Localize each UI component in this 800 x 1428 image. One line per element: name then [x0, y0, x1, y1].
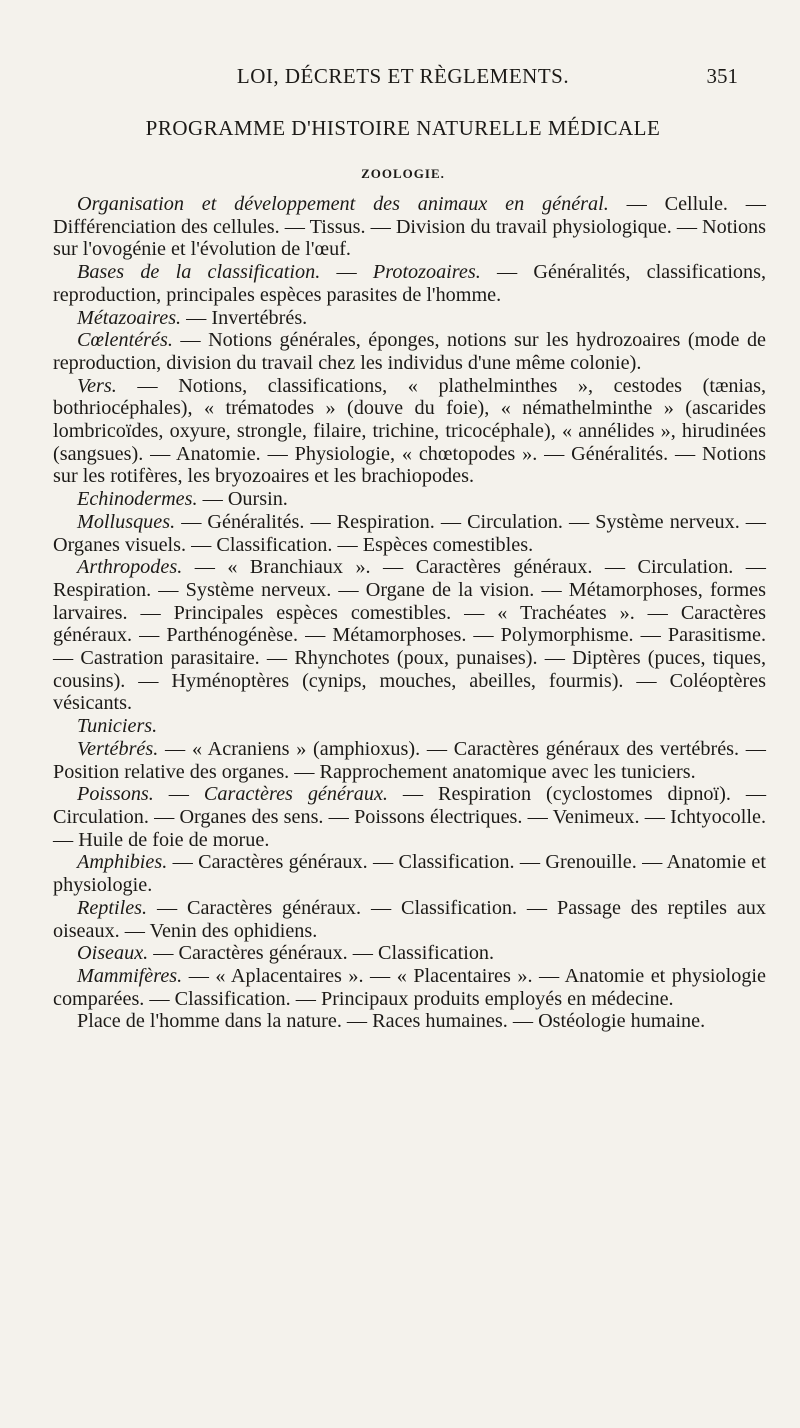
entry-text: —	[320, 261, 373, 284]
entry-text: — Notions, classifications, « plathelminthes », cestodes (tænias, bothriocéphales), « trématodes » (douve du foie), « némathelminthe » (ascarides lombricoïdes, oxyure, strongle, filaire, trichine, tricocéphale), « annélides », hirudinées (sangsues). — Anatomie. — Physiologie, « chœtopodes ». — Généralités. — Notions sur les rotifères, les bryozoaires et les brachiopodes.	[53, 374, 766, 488]
entry-term: Métazoaires.	[77, 306, 182, 329]
entry-term: Echinodermes.	[77, 488, 198, 511]
entry-amphibies	[53, 851, 766, 896]
body-text	[53, 193, 766, 1033]
entry-text: — « Branchiaux ». — Caractères généraux. — Circulation. — Respiration. — Système nerveux. — Organe de la vision. — Métamorphoses, formes larvaires. — Principales espèces comestibles. — « Trachéates ». — Caractères généraux. — Parthénogénèse. — Métamorphoses. — Polymorphisme. — Parasitisme. — Castration parasitaire. — Rhynchotes (poux, punaises). — Diptères (puces, tiques, cousins). — Hyménoptères (cynips, mouches, abeilles, fourmis). — Coléoptères vésicants.	[53, 556, 766, 715]
program-title: PROGRAMME D'HISTOIRE NATURELLE MÉDICALE	[145, 116, 661, 140]
entry-term: Amphibies.	[77, 851, 168, 874]
entry-reptiles	[53, 897, 766, 942]
entry-poissons	[53, 783, 766, 851]
entry-term: Caractères généraux.	[203, 783, 388, 806]
entry-term: Organisation et développement des animaux en général.	[77, 193, 609, 215]
entry-term: Vertébrés.	[77, 737, 159, 760]
entry-text: — Généralités. — Respiration. — Circulation. — Système nerveux. — Organes visuels. — Classification. — Espèces comestibles.	[53, 510, 766, 556]
entry-metazoaires	[53, 307, 766, 330]
entry-text: — Caractères généraux. — Classification.	[148, 942, 495, 965]
page-number: 351	[706, 64, 738, 88]
entry-text: — Invertébrés.	[181, 306, 308, 329]
entry-text: Place de l'homme dans la nature. — Races humaines. — Ostéologie humaine.	[77, 1010, 706, 1033]
entry-oiseaux	[53, 942, 766, 965]
entry-vertebres	[53, 738, 766, 783]
entry-echinodermes	[53, 488, 766, 511]
section-heading: ZOOLOGIE.	[361, 166, 445, 181]
entry-term: Protozoaires.	[372, 261, 481, 284]
entry-term: Mollusques.	[77, 510, 176, 533]
entry-text: — Respiration (cyclostomes dipnoï). — Circulation. — Organes des sens. — Poissons électriques. — Venimeux. — Ichtyocolle. — Huile de foie de morue.	[53, 783, 767, 851]
entry-text: — Caractères généraux. — Classification. — Passage des reptiles aux oiseaux. — Venin des ophidiens.	[53, 896, 766, 942]
entry-text: — Cellule. — Différenciation des cellules. — Tissus. — Division du travail physiologique. — Notions sur l'ovogénie et l'évolution de l'œuf.	[53, 193, 766, 261]
entry-term: Arthropodes.	[77, 556, 183, 579]
entry-term: Cœlentérés.	[77, 329, 173, 352]
entry-text: —	[153, 783, 204, 806]
entry-coelenteres	[53, 329, 766, 374]
entry-homme	[53, 1010, 766, 1033]
entry-term: Bases de la classification.	[77, 261, 321, 284]
entry-term: Reptiles.	[77, 896, 148, 919]
entry-text: — « Acraniens » (amphioxus). — Caractères généraux des vertébrés. — Position relative des organes. — Rapprochement anatomique avec les tuniciers.	[53, 737, 766, 783]
entry-term: Oiseaux.	[77, 942, 149, 965]
entry-term: Poissons.	[77, 783, 154, 806]
entry-text: — Oursin.	[197, 488, 288, 511]
entry-vers	[53, 375, 766, 489]
entry-term: Vers.	[77, 374, 117, 397]
running-head	[68, 64, 738, 94]
entry-bases	[53, 261, 766, 306]
entry-arthropodes	[53, 556, 766, 715]
entry-text: — « Aplacentaires ». — « Placentaires ». — Anatomie et physiologie comparées. — Classification. — Principaux produits employés en médecine.	[53, 964, 766, 1010]
entry-text: — Généralités, classifications, reproduction, principales espèces parasites de l'homme.	[53, 261, 767, 306]
running-title: LOI, DÉCRETS ET RÈGLEMENTS.	[236, 64, 570, 88]
entry-organisation	[53, 193, 766, 261]
entry-mollusques	[53, 511, 766, 556]
entry-text: — Notions générales, éponges, notions sur les hydrozoaires (mode de reproduction, division du travail chez les individus d'une même colonie).	[53, 329, 766, 374]
entry-tuniciers	[53, 715, 766, 738]
entry-term: Mammifères.	[77, 964, 183, 987]
entry-text: — Caractères généraux. — Classification. — Grenouille. — Anatomie et physiologie.	[53, 851, 766, 897]
entry-term: Tuniciers.	[77, 715, 158, 738]
entry-mammiferes	[53, 965, 766, 1010]
